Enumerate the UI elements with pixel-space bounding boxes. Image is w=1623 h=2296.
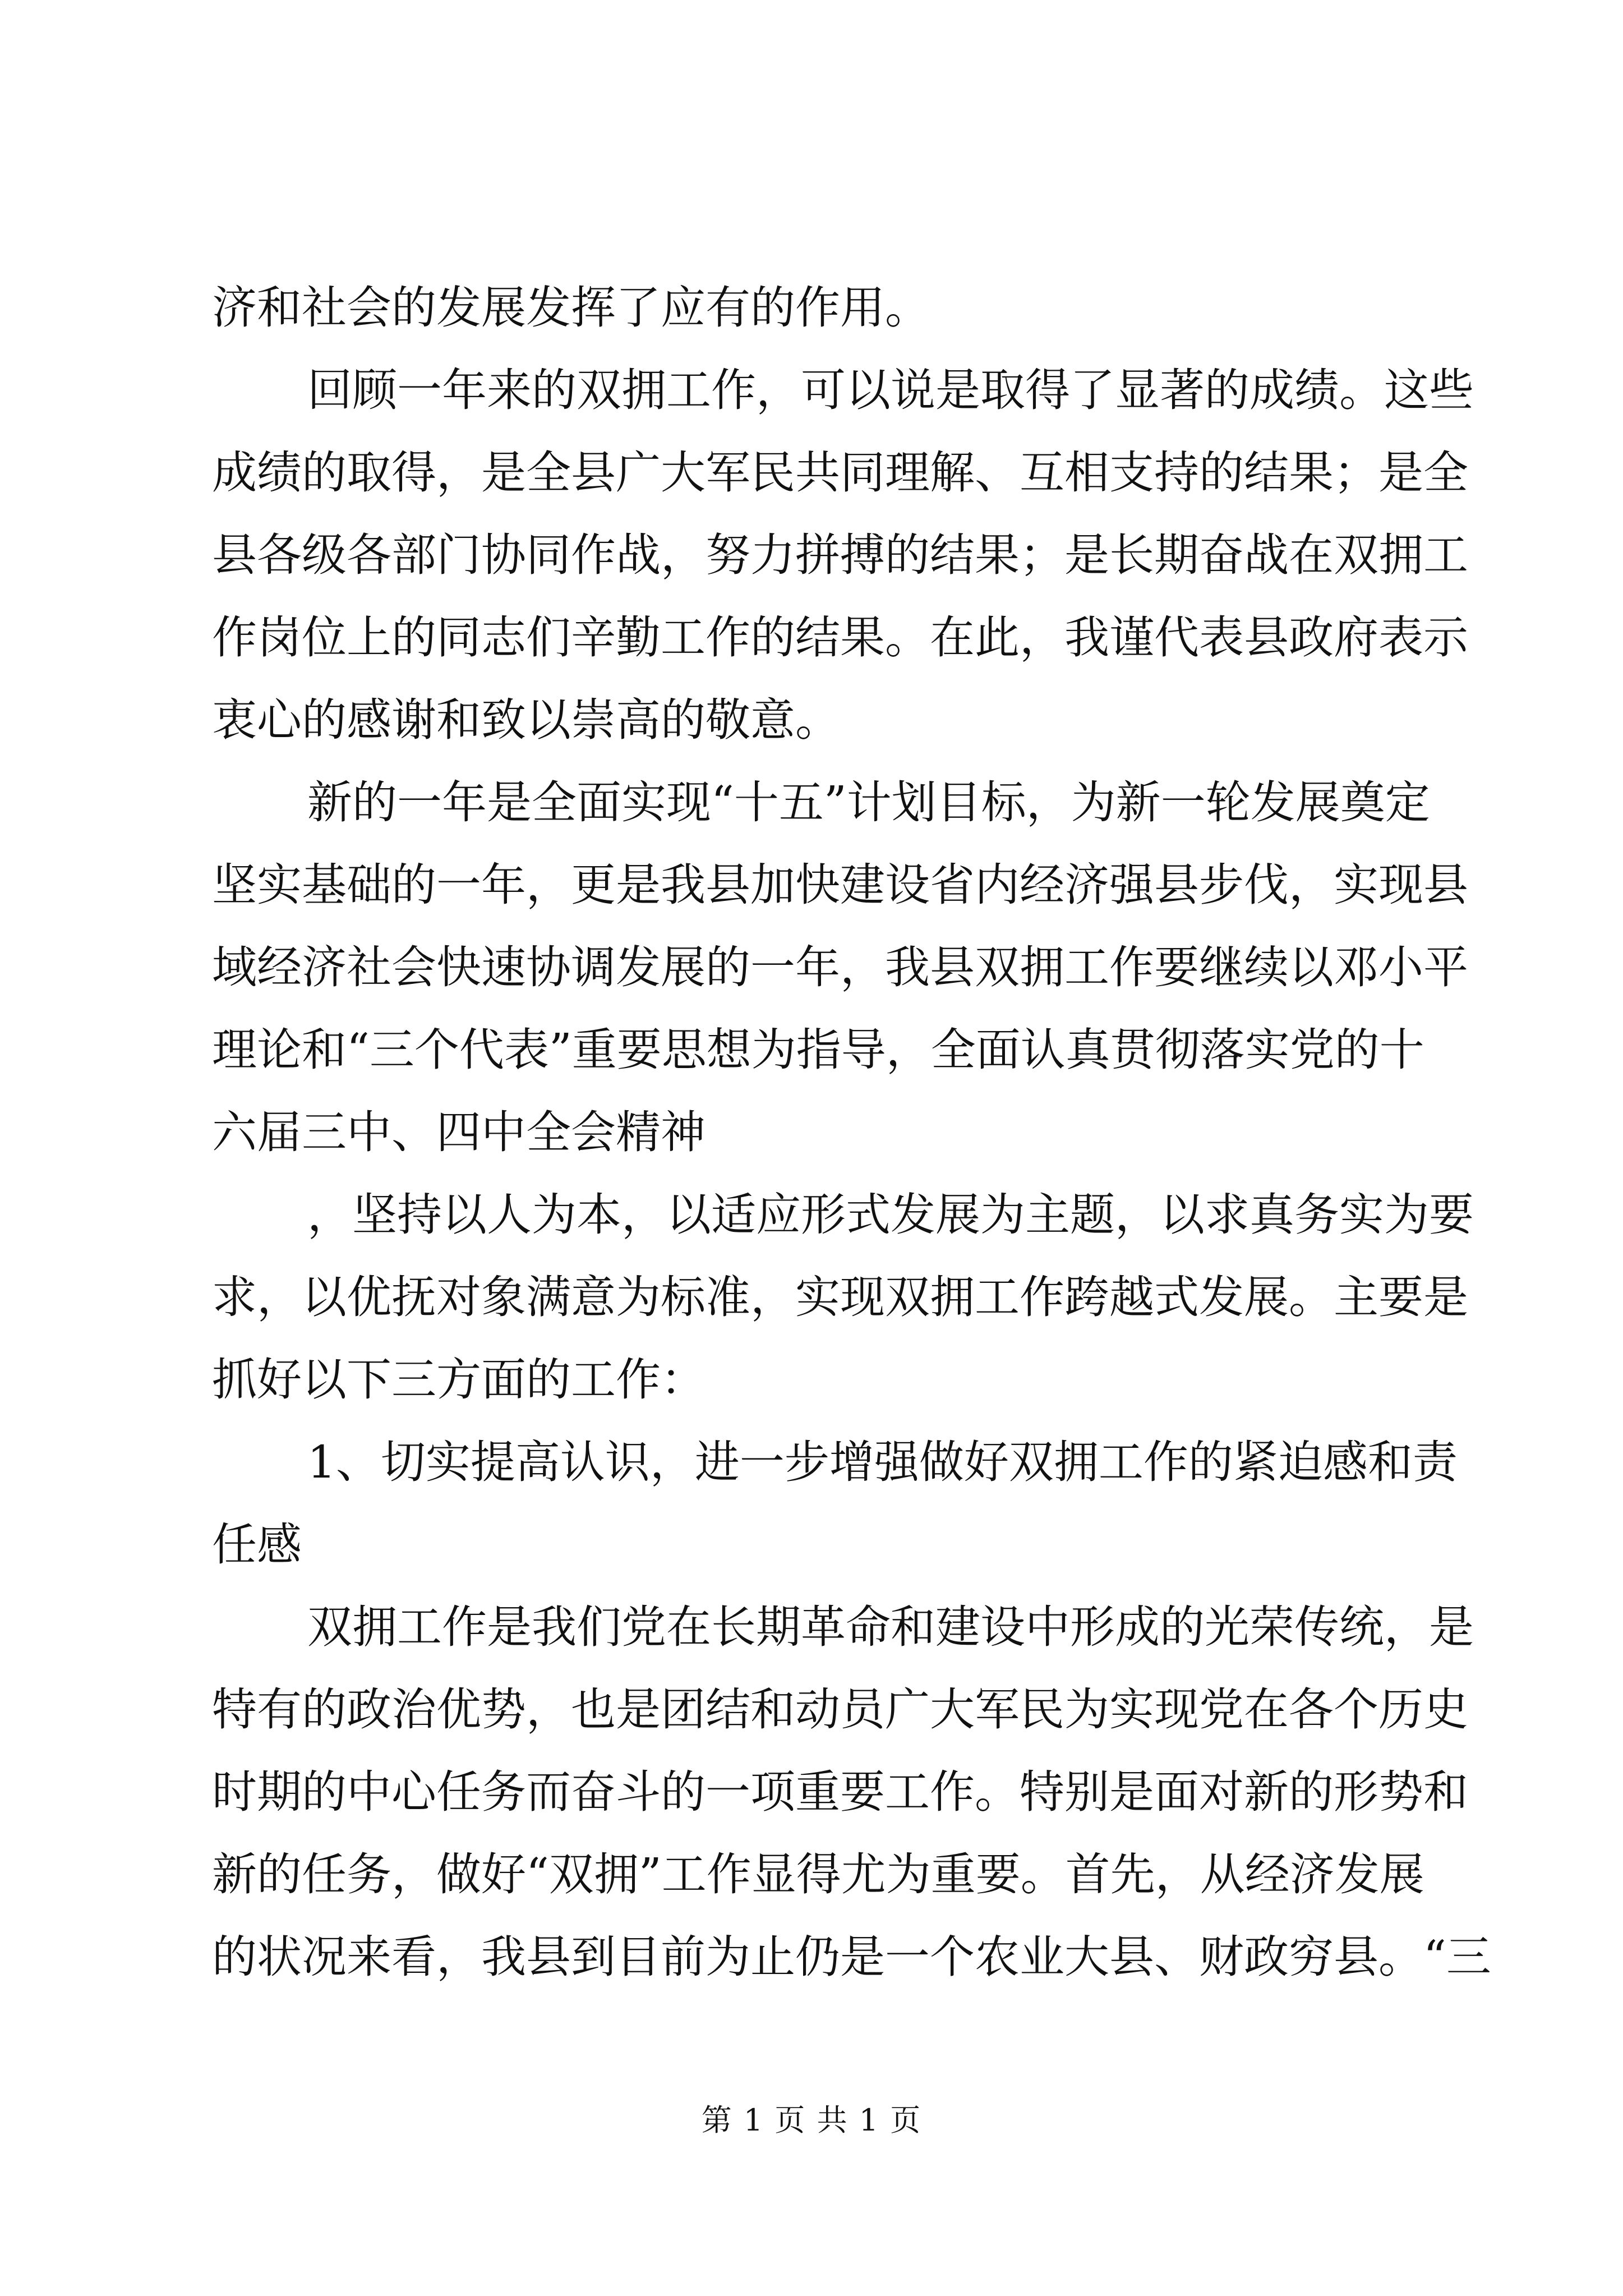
page-footer: 第 1 页 共 1 页	[701, 2102, 922, 2138]
text-line: 新的任务，做好“双拥”工作显得尤为重要。首先，从经济发展	[212, 1848, 1424, 1901]
text-line: 域经济社会快速协调发展的一年，我县双拥工作要继续以邓小平	[212, 941, 1468, 993]
text-line: 理论和“三个代表”重要思想为指导，全面认真贯彻落实党的十	[212, 1024, 1424, 1076]
text-line: 作岗位上的同志们辛勤工作的结果。在此，我谨代表县政府表示	[212, 611, 1468, 664]
text-line: 任感	[212, 1519, 302, 1571]
text-line: 县各级各部门协同作战，努力拼搏的结果；是长期奋战在双拥工	[212, 529, 1468, 581]
text-line: 成绩的取得，是全县广大军民共同理解、互相支持的结果；是全	[212, 447, 1468, 499]
text-line: 六届三中、四中全会精神	[212, 1106, 706, 1158]
document-body	[212, 266, 1491, 1998]
text-line: ，坚持以人为本，以适应形式发展为主题，以求真务实为要	[307, 1189, 1474, 1241]
text-line: 1、切实提高认识，进一步增强做好双拥工作的紧迫感和责	[307, 1436, 1458, 1488]
text-line: 求，以优抚对象满意为标准，实现双拥工作跨越式发展。主要是	[212, 1271, 1468, 1323]
text-line: 双拥工作是我们党在长期革命和建设中形成的光荣传统，是	[307, 1601, 1474, 1653]
text-line: 衷心的感谢和致以崇高的敬意。	[212, 694, 840, 746]
text-line: 济和社会的发展发挥了应有的作用。	[212, 282, 930, 334]
text-line: 特有的政治优势，也是团结和动员广大军民为实现党在各个历史	[212, 1683, 1468, 1736]
text-line: 的状况来看，我县到目前为止仍是一个农业大县、财政穷县。“三	[212, 1931, 1491, 1983]
text-line: 新的一年是全面实现“十五”计划目标，为新一轮发展奠定	[307, 776, 1430, 829]
text-line: 坚实基础的一年，更是我县加快建设省内经济强县步伐，实现县	[212, 859, 1468, 911]
text-line: 抓好以下三方面的工作：	[212, 1354, 706, 1406]
text-line: 回顾一年来的双拥工作，可以说是取得了显著的成绩。这些	[307, 364, 1474, 416]
text-line: 时期的中心任务而奋斗的一项重要工作。特别是面对新的形势和	[212, 1766, 1468, 1818]
